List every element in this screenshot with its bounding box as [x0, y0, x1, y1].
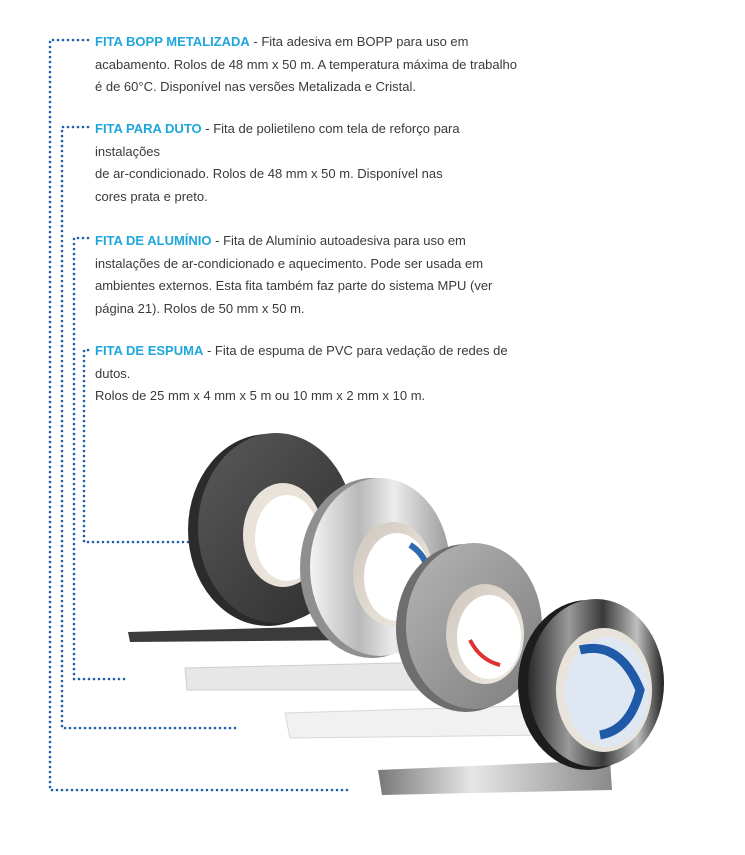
- product-title: FITA PARA DUTO: [95, 121, 202, 136]
- product-desc: ambientes externos. Esta fita também faz parte do sistema MPU (ver: [95, 278, 493, 293]
- product-desc: dutos.: [95, 365, 131, 381]
- product-desc: página 21). Rolos de 50 mm x 50 m.: [95, 300, 305, 316]
- product-desc: - Fita adesiva em BOPP para uso em: [249, 34, 469, 49]
- product-title: FITA DE ESPUMA: [95, 343, 204, 358]
- product-desc: instalações: [95, 143, 161, 159]
- product-title: FITA DE ALUMÍNIO: [95, 233, 212, 248]
- product-desc: é de 60°C. Disponível nas versões Metalizada e Cristal.: [95, 79, 416, 94]
- product-desc: cores prata e preto.: [95, 188, 208, 204]
- product-desc: - Fita de espuma de PVC para vedação de redes de: [203, 343, 508, 358]
- product-desc: de ar-condicionado. Rolos de 48 mm x 50 m. Disponível nas: [95, 166, 443, 181]
- product-desc: - Fita de Alumínio autoadesiva para uso em: [211, 233, 466, 248]
- product-desc: acabamento. Rolos de 48 mm x 50 m. A temperatura máxima de trabalho: [95, 56, 517, 72]
- product-desc: instalações de ar-condicionado e aquecimento. Pode ser usada em: [95, 255, 484, 271]
- product-desc: - Fita de polietileno com tela de reforço para: [201, 121, 460, 136]
- product-desc: Rolos de 25 mm x 4 mm x 5 m ou 10 mm x 2 mm x 10 m.: [95, 388, 426, 403]
- product-title: FITA BOPP METALIZADA: [95, 34, 250, 49]
